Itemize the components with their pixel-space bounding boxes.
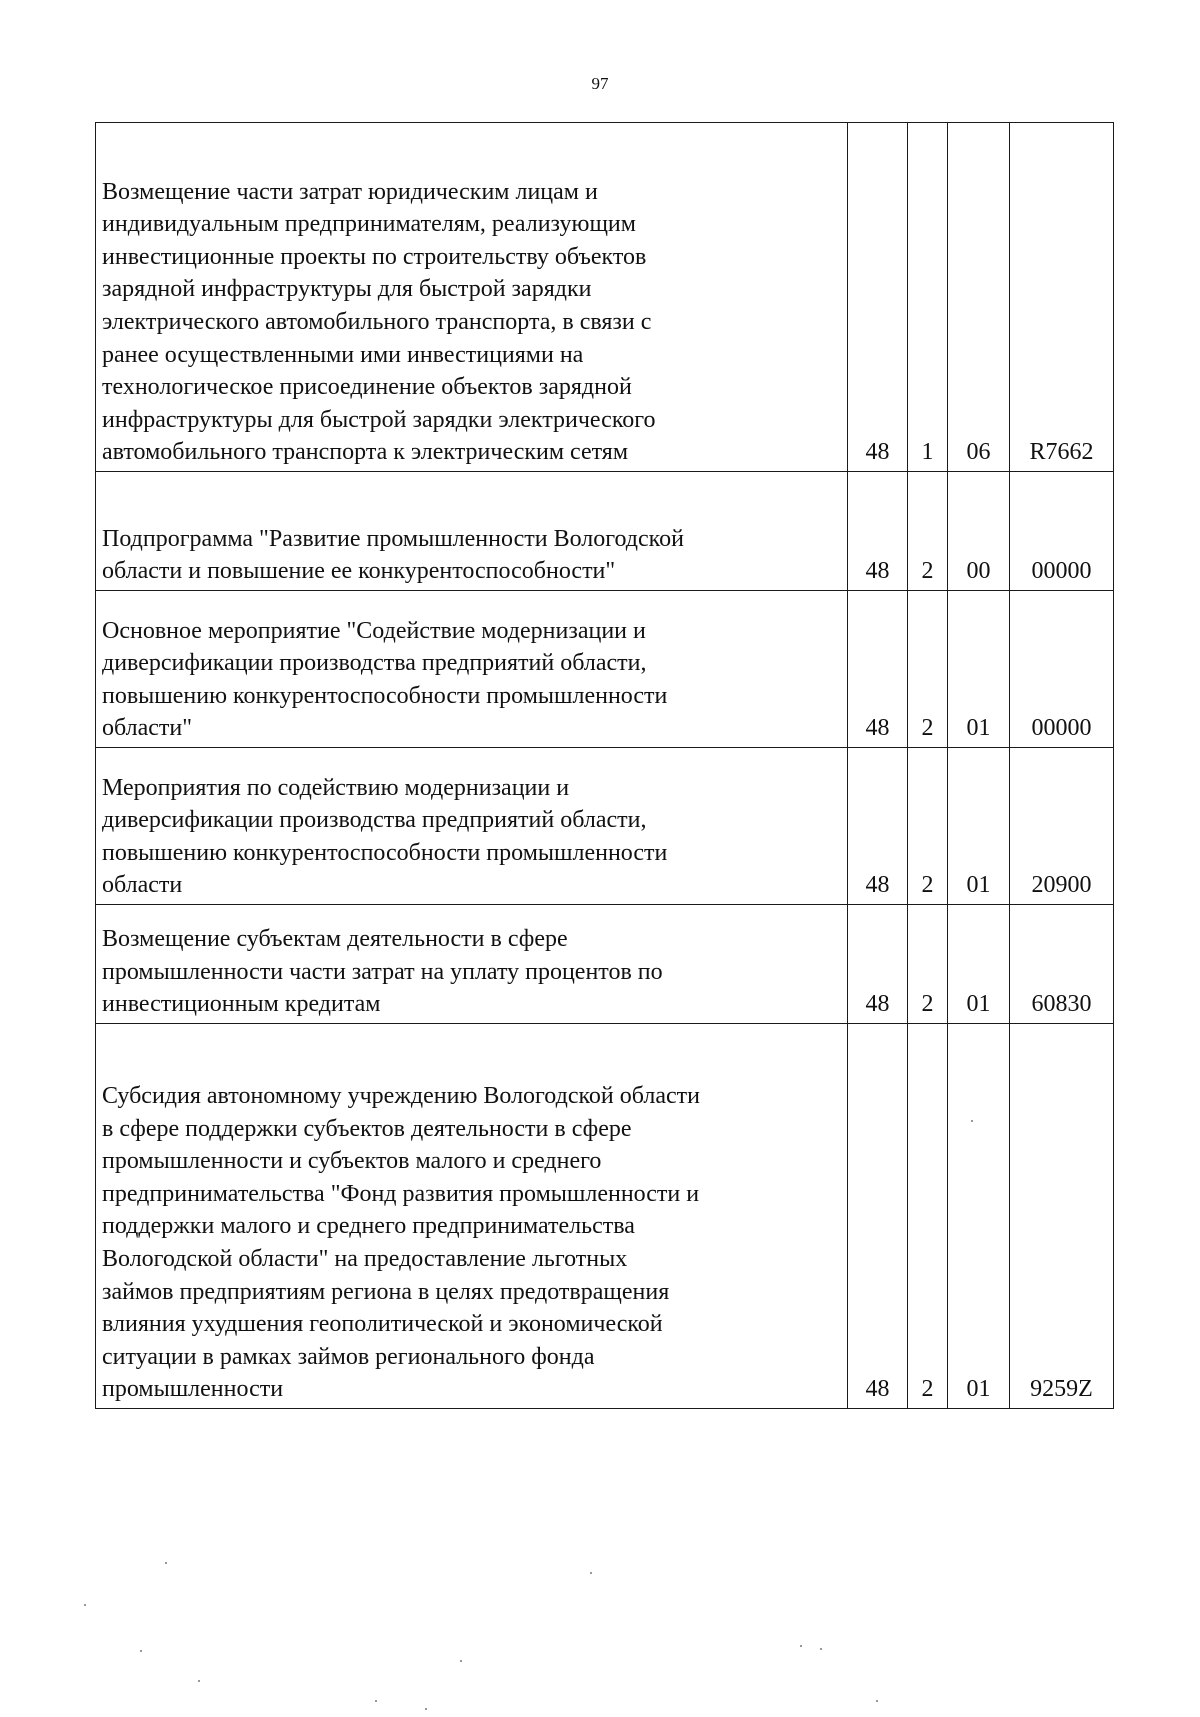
row-description: Мероприятия по содействию модернизации и диверсификации производства предприятий области, повышению конкурентоспособности промышленности области — [96, 748, 848, 905]
table-row — [96, 905, 1114, 1024]
row-description: Возмещение субъектам деятельности в сфере промышленности части затрат на уплату процентов по инвестиционным кредитам — [96, 905, 848, 1024]
subprogram-code-cell: 2 — [908, 1024, 948, 1409]
event-code-cell: 01 — [948, 1024, 1010, 1409]
subprogram-code-cell: 2 — [908, 472, 948, 591]
subprogram-code-cell: 1 — [908, 123, 948, 472]
scan-speck — [460, 1660, 462, 1662]
budget-classification-table — [95, 122, 1114, 1409]
table-row — [96, 591, 1114, 748]
table-row — [96, 748, 1114, 905]
table-row — [96, 123, 1114, 472]
direction-code-cell: 00000 — [1010, 472, 1114, 591]
program-code-cell: 48 — [848, 591, 908, 748]
table-row — [96, 472, 1114, 591]
scan-speck — [425, 1708, 427, 1710]
scan-speck — [876, 1700, 878, 1702]
scan-speck — [165, 1562, 167, 1564]
scan-speck — [375, 1700, 377, 1702]
scan-speck — [800, 1645, 802, 1647]
row-description: Субсидия автономному учреждению Вологодской области в сфере поддержки субъектов деятельности в сфере промышленности и субъектов малого и среднего предпринимательства "Фонд развития промышленности и поддержки малого и среднего предпринимательства Вологодской области" на предоставление льготных займов предприятиям региона в целях предотвращения влияния ухудшения геополитической и экономической ситуации в рамках займов регионального фонда промышленности — [96, 1024, 848, 1409]
direction-code-cell: 60830 — [1010, 905, 1114, 1024]
program-code-cell: 48 — [848, 123, 908, 472]
direction-code-cell: 20900 — [1010, 748, 1114, 905]
event-code-cell: 00 — [948, 472, 1010, 591]
program-code-cell: 48 — [848, 748, 908, 905]
subprogram-code-cell: 2 — [908, 905, 948, 1024]
subprogram-code-cell: 2 — [908, 591, 948, 748]
scan-speck — [590, 1572, 592, 1574]
scan-speck — [140, 1650, 142, 1652]
page-number: 97 — [591, 74, 609, 93]
program-code-cell: 48 — [848, 905, 908, 1024]
direction-code-cell: R7662 — [1010, 123, 1114, 472]
event-code-cell: 06 — [948, 123, 1010, 472]
scan-speck — [84, 1604, 86, 1606]
event-code-cell: 01 — [948, 591, 1010, 748]
row-description: Основное мероприятие "Содействие модернизации и диверсификации производства предприятий области, повышению конкурентоспособности промышленности области" — [96, 591, 848, 748]
direction-code-cell: 9259Z — [1010, 1024, 1114, 1409]
scan-speck — [820, 1648, 822, 1650]
scan-speck — [971, 1120, 973, 1122]
row-description: Возмещение части затрат юридическим лицам и индивидуальным предпринимателям, реализующим инвестиционные проекты по строительству объектов зарядной инфраструктуры для быстрой зарядки электрического автомобильного транспорта, в связи с ранее осуществленными ими инвестициями на технологическое присоединение объектов зарядной инфраструктуры для быстрой зарядки электрического автомобильного транспорта к электрическим сетям — [96, 123, 848, 472]
direction-code-cell: 00000 — [1010, 591, 1114, 748]
event-code-cell: 01 — [948, 748, 1010, 905]
program-code-cell: 48 — [848, 472, 908, 591]
program-code-cell: 48 — [848, 1024, 908, 1409]
subprogram-code-cell: 2 — [908, 748, 948, 905]
scan-speck — [198, 1680, 200, 1682]
event-code-cell: 01 — [948, 905, 1010, 1024]
table-row — [96, 1024, 1114, 1409]
row-description: Подпрограмма "Развитие промышленности Вологодской области и повышение ее конкурентоспособности" — [96, 472, 848, 591]
